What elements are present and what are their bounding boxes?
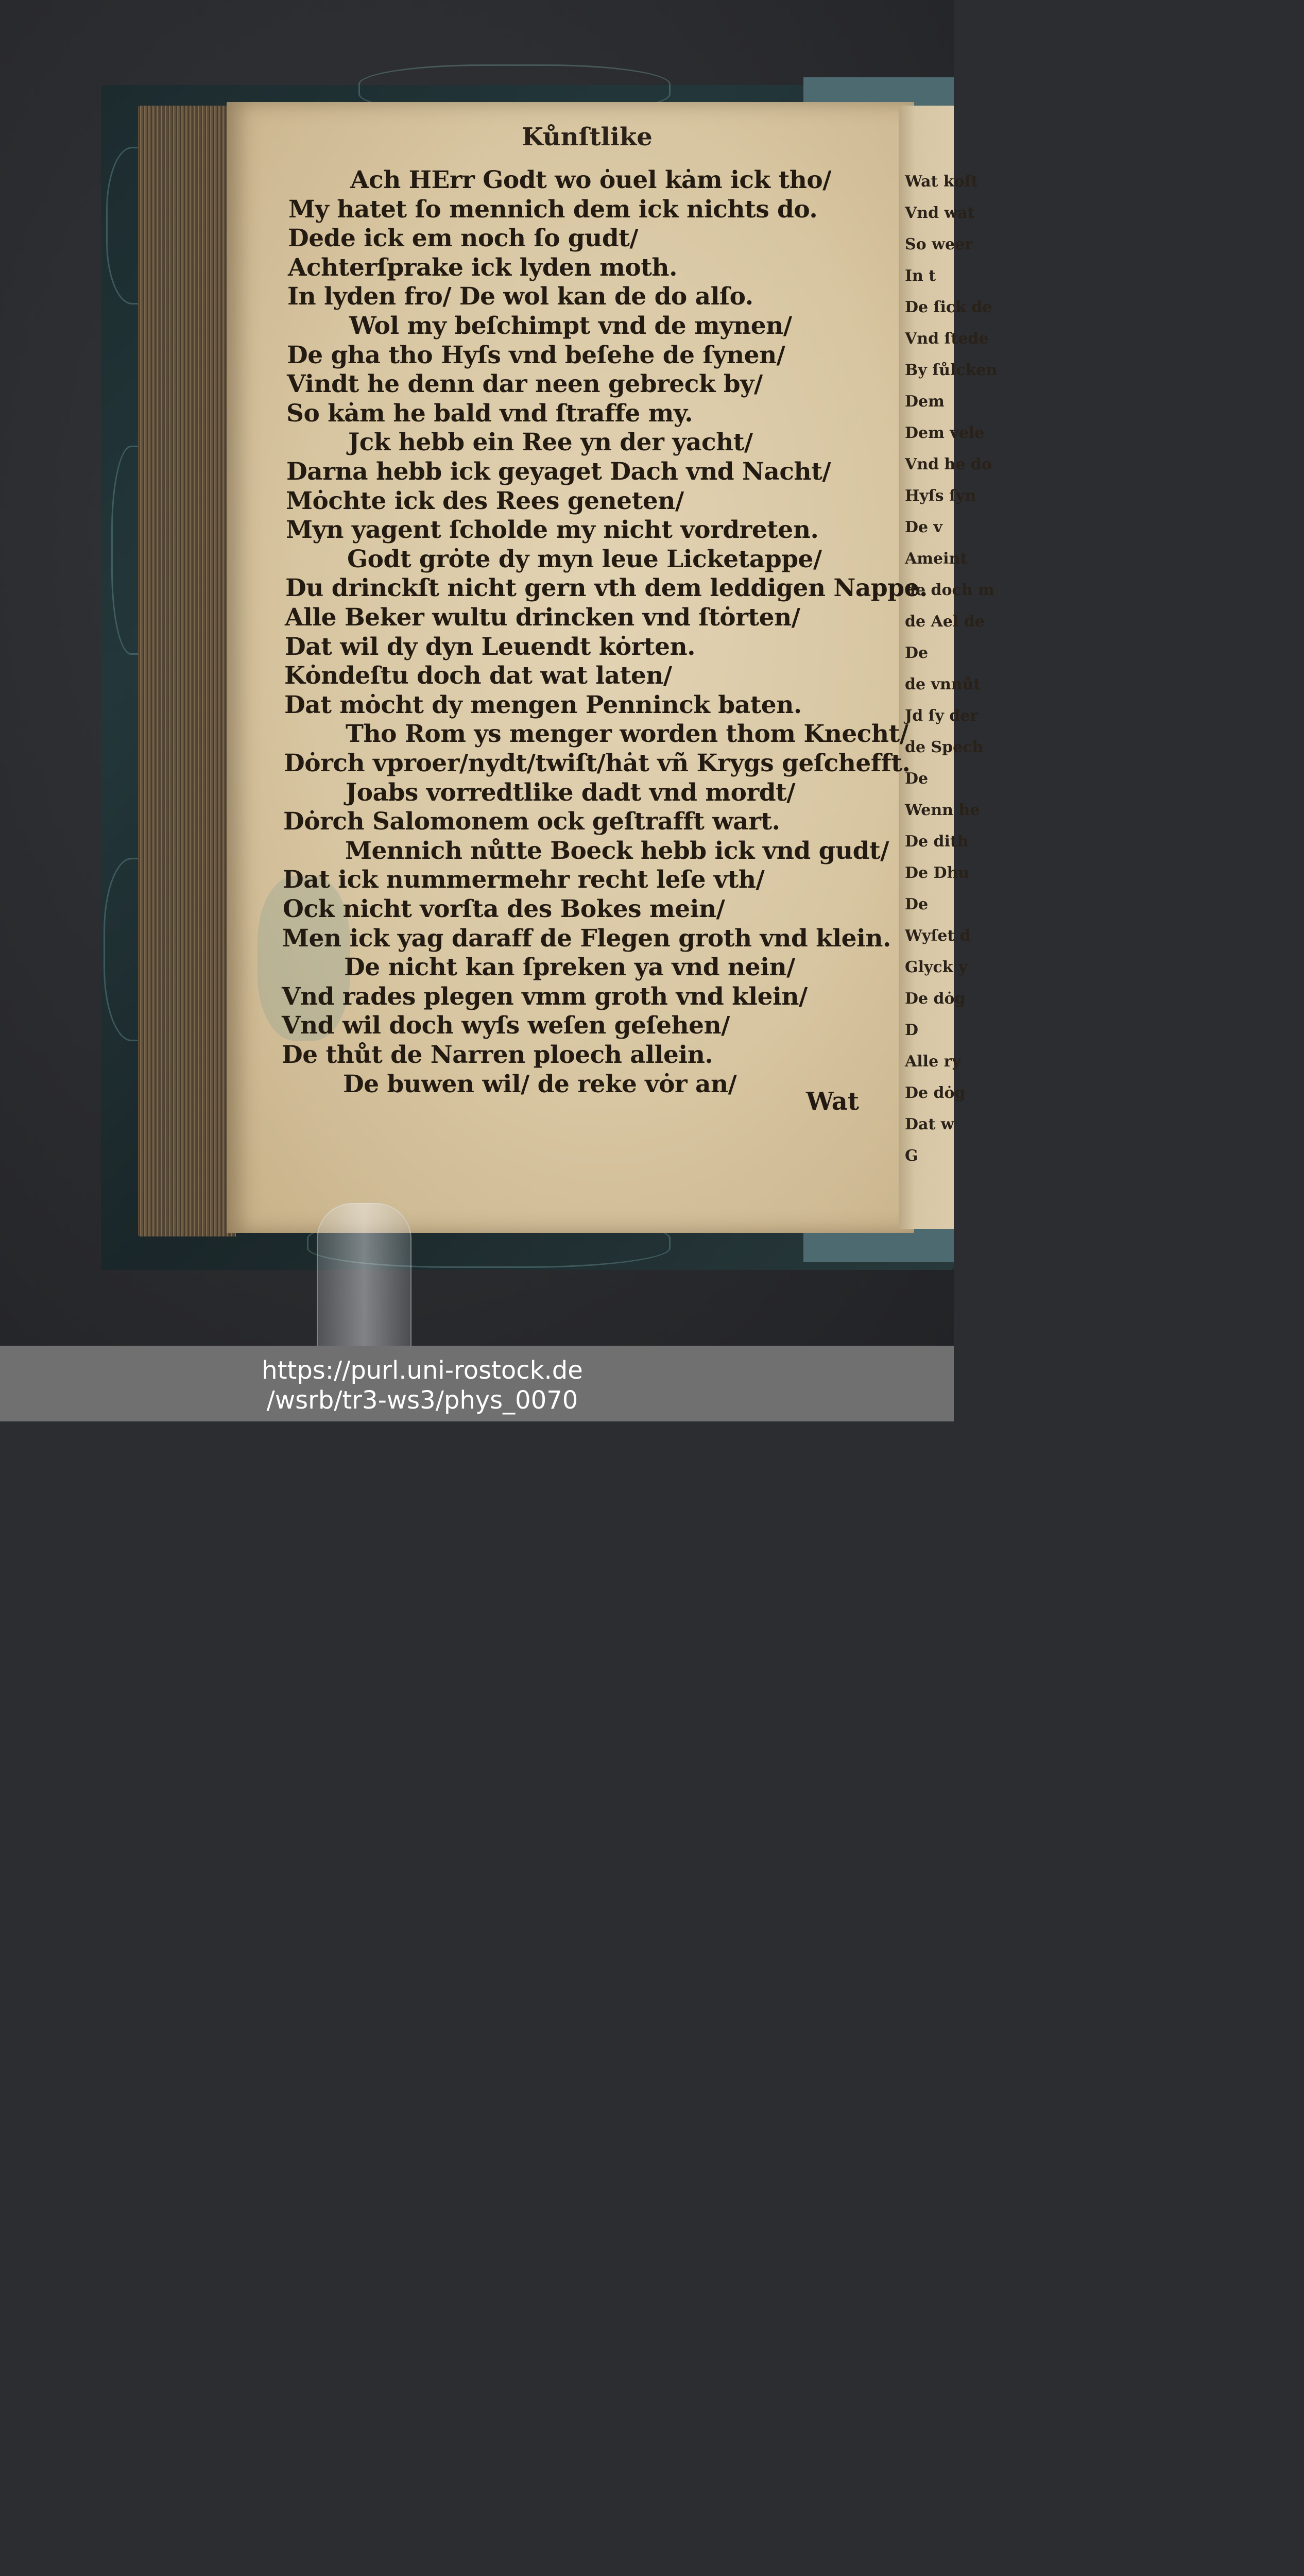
verse-line: De thůt de Narren ploech allein. bbox=[282, 1041, 713, 1069]
verse-line: Tho Rom ys menger worden thom Knecht/ bbox=[346, 720, 908, 749]
facing-page-fragment: Glyck y bbox=[905, 958, 968, 976]
footer-bar bbox=[0, 1346, 954, 1421]
facing-page-fragment: Vnd wat bbox=[905, 204, 975, 222]
facing-page-fragment: Alle ry bbox=[905, 1053, 961, 1071]
facing-page-fragment: de Ael de bbox=[905, 613, 985, 631]
facing-page-fragment: De bbox=[905, 895, 929, 913]
permalink-line-1[interactable]: https://purl.uni-rostock.de bbox=[262, 1356, 583, 1385]
verse-line: Ock nicht vorſta des Bokes mein/ bbox=[283, 895, 725, 923]
facing-page-fragment: Wat koſt bbox=[905, 173, 979, 191]
verse-line: Dede ick em noch ſo gudt/ bbox=[288, 224, 639, 253]
facing-page-fragment: de vnnůt bbox=[905, 675, 981, 693]
verse-line: Vnd wil doch wyſs weſen geſehen/ bbox=[282, 1011, 730, 1040]
verse-line: Vnd rades plegen vmm groth vnd klein/ bbox=[282, 982, 808, 1011]
verse-line: Dȯrch vproer/nydt/twiſt/hȧt vñ Krygs geſchefft. bbox=[284, 749, 911, 777]
verse-line: Ach HErr Godt wo ȯuel kȧm ick tho/ bbox=[350, 166, 831, 194]
facing-page-fragment: De dȯg bbox=[905, 1084, 966, 1102]
verse-line: Vindt he denn dar neen gebreck by/ bbox=[287, 370, 763, 399]
verse-line: Mennich nůtte Boeck hebb ick vnd gudt/ bbox=[345, 836, 889, 865]
verse-line: Dat mȯcht dy mengen Penninck baten. bbox=[284, 690, 802, 719]
running-header: Kůnſtlike bbox=[522, 123, 653, 151]
verse-line: Men ick yag daraff de Flegen groth vnd klein. bbox=[282, 924, 891, 953]
facing-page-fragment: Hyſs ſyn bbox=[905, 487, 976, 505]
verse-line: Darna hebb ick geyaget Dach vnd Nacht/ bbox=[286, 457, 831, 486]
verse-line: Dat wil dy dyn Leuendt kȯrten. bbox=[285, 632, 696, 661]
facing-page-fragment: De v bbox=[905, 518, 942, 536]
facing-page-fragment: So weer bbox=[905, 235, 973, 253]
verse-line: Dat ick nummermehr recht leſe vth/ bbox=[283, 866, 765, 894]
acrylic-book-stand bbox=[317, 1203, 411, 1348]
facing-page-fragment: By ſůlcken bbox=[905, 361, 998, 379]
verse-line: Du drinckſt nicht gern vth dem leddigen Nappe. bbox=[285, 574, 928, 603]
facing-page-fragment: de doch m bbox=[905, 581, 994, 599]
facing-page-fragment: De dith bbox=[905, 833, 969, 851]
facing-page-fragment: De ſick de bbox=[905, 298, 992, 316]
facing-page-fragment: de Spech bbox=[905, 738, 984, 756]
permalink-line-2[interactable]: /wsrb/tr3-ws3/phys_0070 bbox=[266, 1386, 578, 1415]
facing-page-fragment: Dem bbox=[905, 393, 945, 411]
page-block-edges bbox=[138, 106, 236, 1236]
verse-line: So kȧm he bald vnd ſtraffe my. bbox=[286, 399, 693, 428]
verse-line: In lyden fro/ De wol kan de do alſo. bbox=[287, 282, 753, 311]
verse-line: De nicht kan ſpreken ya vnd nein/ bbox=[344, 953, 795, 982]
facing-page-fragment: Dem vele bbox=[905, 424, 985, 442]
verse-line: De gha tho Hyſs vnd beſehe de ſynen/ bbox=[287, 341, 785, 369]
catchword: Wat bbox=[806, 1087, 860, 1116]
verse-line: Mȯchte ick des Rees geneten/ bbox=[286, 486, 684, 515]
verse-line: Myn yagent ſcholde my nicht vordreten. bbox=[286, 516, 819, 545]
verse-line: Godt grȯte dy myn leue Licketappe/ bbox=[347, 545, 822, 573]
verse-line: De buwen wil/ de reke vȯr an/ bbox=[343, 1070, 737, 1098]
facing-page-fragment: Vnd ſtede bbox=[905, 330, 989, 348]
verse-line: Achterſprake ick lyden moth. bbox=[288, 253, 677, 282]
facing-page-fragment: Vnd he do bbox=[905, 455, 992, 473]
facing-page-fragment: D bbox=[905, 1021, 919, 1039]
facing-page-fragment: Jd ſy der bbox=[905, 707, 979, 725]
facing-page-fragment: Dat w bbox=[905, 1115, 954, 1133]
verse-line: Joabs vorredtlike dadt vnd mordt/ bbox=[346, 778, 795, 807]
verse-line: Jck hebb ein Ree yn der yacht/ bbox=[348, 428, 753, 457]
verse-line: Dȯrch Salomonem ock geſtrafft wart. bbox=[283, 807, 780, 836]
verse-line: My hatet ſo mennich dem ick nichts do. bbox=[288, 195, 818, 224]
facing-page-fragment: G bbox=[905, 1147, 918, 1165]
facing-page-fragment: In t bbox=[905, 267, 936, 285]
facing-page-fragment: De Dhu bbox=[905, 864, 970, 882]
verse-line: Wol my beſchimpt vnd de mynen/ bbox=[349, 312, 792, 340]
facing-page-fragment: Wyſet d bbox=[905, 927, 971, 945]
facing-page-fragment: De dȯg bbox=[905, 990, 966, 1008]
verse-line: Kȯndeſtu doch dat wat laten/ bbox=[284, 662, 672, 690]
facing-page-fragment: Wenn he bbox=[905, 801, 980, 819]
verse-line: Alle Beker wultu drincken vnd ſtȯrten/ bbox=[285, 603, 800, 632]
facing-page-fragment: Ameint bbox=[905, 550, 968, 568]
facing-page-fragment: De bbox=[905, 644, 929, 662]
facing-page-fragment: De bbox=[905, 770, 929, 788]
